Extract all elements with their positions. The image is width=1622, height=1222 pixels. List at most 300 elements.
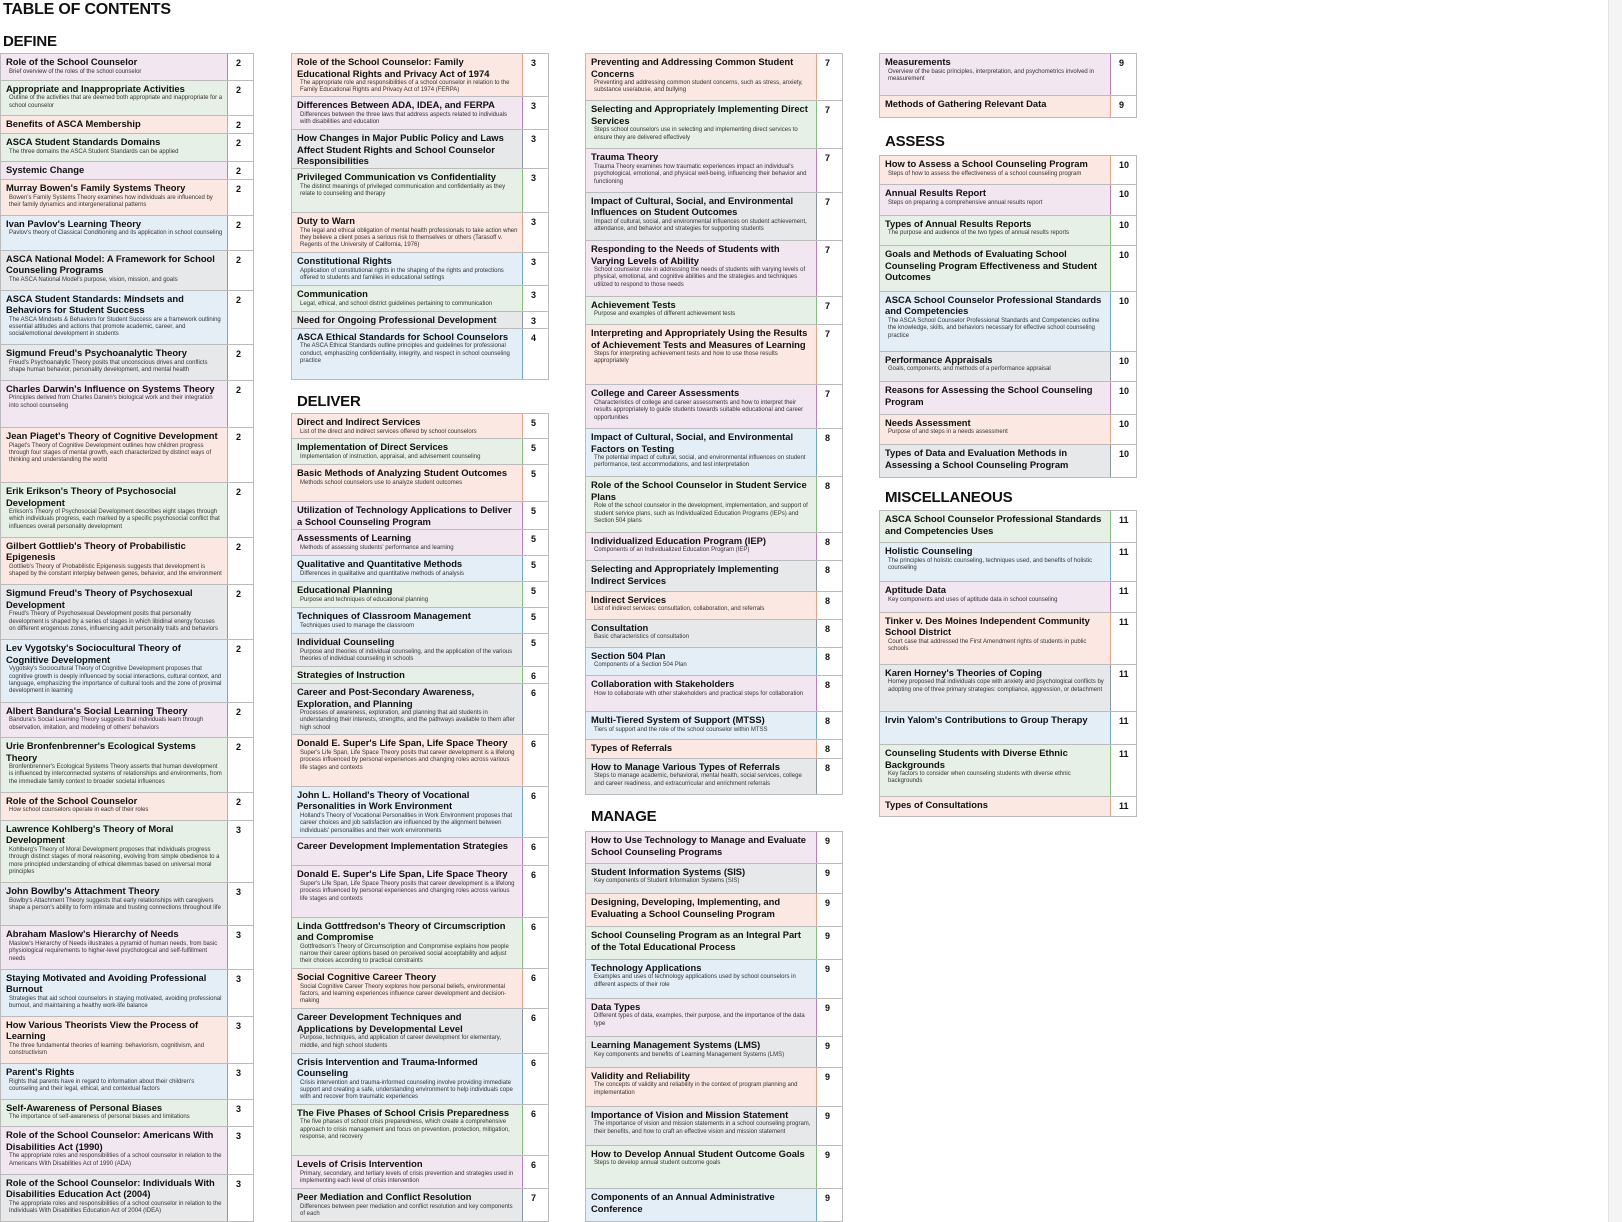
- entry-description: Social Cognitive Career Theory explores how personal beliefs, environmental factors, and learning experiences influence career development and decision-making: [300, 983, 507, 1005]
- entry-description: The ASCA School Counselor Professional Standards and Competencies outline the knowledge, skills, and behaviors necessary for effective school counseling practice: [888, 317, 1100, 339]
- entry-text: [1, 1175, 227, 1221]
- entry-text: [292, 312, 522, 328]
- entry-title: Responding to the Needs of Students with Varying Levels of Ability: [591, 243, 780, 266]
- entry-title: Levels of Crisis Intervention: [297, 1158, 423, 1170]
- entry-title: Albert Bandura's Social Learning Theory: [6, 704, 188, 716]
- toc-entry[interactable]: [585, 1068, 843, 1107]
- entry-description: Steps for interpreting achievement tests and how to use those results appropriately: [594, 351, 778, 365]
- entry-page-number: 10: [1110, 185, 1136, 214]
- entry-description: The purpose and audience of the two types of annual results reports: [888, 230, 1070, 237]
- entry-list: [879, 510, 1137, 817]
- entry-page-number: 9: [816, 999, 842, 1037]
- toc-entry[interactable]: [291, 1189, 549, 1222]
- entry-page-number: 6: [522, 1009, 548, 1052]
- entry-page-number: 2: [227, 180, 253, 214]
- entry-page-number: 7: [816, 101, 842, 148]
- toc-entry[interactable]: [291, 530, 549, 556]
- toc-entry[interactable]: [0, 428, 254, 483]
- entry-text: [880, 745, 1110, 796]
- entry-page-number: 11: [1110, 745, 1136, 796]
- toc-entry[interactable]: [585, 1037, 843, 1068]
- toc-entry[interactable]: [291, 465, 549, 502]
- entry-title: Selecting and Appropriately Implementing Indirect Services: [591, 563, 779, 586]
- entry-page-number: 7: [816, 241, 842, 296]
- entry-title: John Bowlby's Attachment Theory: [6, 885, 160, 897]
- toc-entry[interactable]: [0, 821, 254, 884]
- entry-text: [586, 960, 816, 998]
- entry-page-number: 2: [227, 81, 253, 115]
- toc-entry[interactable]: [585, 894, 843, 927]
- entry-text: [292, 54, 522, 96]
- entry-title: Ivan Pavlov's Learning Theory: [6, 217, 142, 229]
- entry-title: Sigmund Freud's Theory of Psychosexual Development: [6, 587, 193, 610]
- entry-title: Donald E. Super's Life Span, Life Space Theory: [297, 737, 508, 749]
- toc-entry[interactable]: [879, 246, 1137, 292]
- entry-page-number: 4: [522, 329, 548, 379]
- entry-text: [880, 797, 1110, 816]
- toc-entry[interactable]: [585, 325, 843, 385]
- entry-text: [586, 832, 816, 863]
- toc-entry[interactable]: [291, 582, 549, 608]
- entry-description: The importance of self-awareness of personal biases and limitations: [9, 1114, 190, 1121]
- toc-entry[interactable]: [585, 429, 843, 477]
- entry-description: Purpose and techniques of educational planning: [300, 596, 429, 603]
- entry-title: Measurements: [885, 56, 951, 67]
- toc-entry[interactable]: [291, 329, 549, 380]
- toc-entry[interactable]: [585, 241, 843, 297]
- entry-text: [586, 385, 816, 428]
- entry-description: Differences in qualitative and quantitative methods of analysis: [300, 570, 464, 577]
- toc-entry[interactable]: [0, 738, 254, 793]
- entry-description: The appropriate roles and responsibilities of a school counselor in relation to the Individuals With Disabilities Education Act of 2004 (IDEA): [9, 1200, 222, 1215]
- toc-entry[interactable]: [0, 162, 254, 180]
- entry-description: Brief overview of the roles of the school counselor: [9, 68, 142, 75]
- toc-entry[interactable]: [585, 648, 843, 676]
- entry-text: [292, 253, 522, 285]
- toc-entry[interactable]: [0, 1100, 254, 1128]
- toc-entry[interactable]: [879, 216, 1137, 246]
- entry-text: [292, 329, 522, 379]
- entry-text: [1, 428, 227, 482]
- entry-page-number: 7: [816, 297, 842, 324]
- entry-description: Crisis intervention and trauma-informed counseling involve providing immediate support and creating a safe, understanding environment to help individuals cope with and recover from traumatic experiences: [300, 1079, 513, 1101]
- toc-entry[interactable]: [585, 927, 843, 960]
- entry-title: Achievement Tests: [591, 298, 676, 310]
- entry-title: Role of the School Counselor: Family Educational Rights and Privacy Act of 1974: [297, 56, 490, 79]
- entry-description: The three domains the ASCA Student Standards can be applied: [9, 148, 179, 155]
- entry-description: Key components of Student Information Systems (SIS): [594, 878, 740, 885]
- entry-page-number: 3: [227, 1100, 253, 1127]
- entry-description: The concepts of validity and reliability in the context of program planning and implementation: [594, 1082, 798, 1096]
- entry-page-number: 3: [227, 1127, 253, 1173]
- entry-page-number: 8: [816, 477, 842, 532]
- toc-entry[interactable]: [0, 53, 254, 81]
- entry-list: [291, 53, 549, 380]
- entry-page-number: 11: [1110, 511, 1136, 542]
- toc-entry[interactable]: [291, 969, 549, 1009]
- toc-entry[interactable]: [291, 1009, 549, 1053]
- toc-entry[interactable]: [0, 216, 254, 251]
- toc-entry[interactable]: [0, 81, 254, 116]
- entry-page-number: 3: [227, 1175, 253, 1221]
- entry-page-number: 5: [522, 414, 548, 438]
- entry-title: Importance of Vision and Mission Statement: [591, 1108, 789, 1120]
- entry-text: [880, 54, 1110, 95]
- entry-title: ASCA National Model: A Framework for School Counseling Programs: [6, 252, 215, 276]
- entry-text: [880, 582, 1110, 612]
- entry-description: Steps of how to assess the effectiveness of a school counseling program: [888, 170, 1082, 177]
- toc-entry[interactable]: [879, 582, 1137, 613]
- toc-entry[interactable]: [879, 613, 1137, 665]
- entry-page-number: 10: [1110, 156, 1136, 184]
- entry-title: Student Information Systems (SIS): [591, 865, 746, 877]
- entry-description: Bowlby's Attachment Theory suggests that early relationships with caregivers shape a person's ability to form intimate and trusting connections throughout life: [9, 897, 221, 912]
- toc-entry[interactable]: [291, 53, 549, 97]
- entry-page-number: 9: [816, 927, 842, 959]
- entry-text: [1, 81, 227, 115]
- entry-page-number: 2: [227, 738, 253, 792]
- entry-title: Qualitative and Quantitative Methods: [297, 558, 463, 570]
- entry-title: Role of the School Counselor in Student Service Plans: [591, 479, 807, 502]
- entry-page-number: 2: [227, 345, 253, 379]
- toc-entry[interactable]: [585, 1189, 843, 1222]
- entry-text: [586, 54, 816, 100]
- toc-entry[interactable]: [0, 585, 254, 640]
- entry-page-number: 11: [1110, 665, 1136, 711]
- entry-text: [880, 352, 1110, 381]
- entry-description: The potential impact of cultural, social, and environmental influences on student performance, test accommodations, and test interpretation: [594, 455, 806, 469]
- entry-title: Crisis Intervention and Trauma-Informed Counseling: [297, 1055, 478, 1079]
- entry-text: [292, 969, 522, 1008]
- toc-entry[interactable]: [585, 1107, 843, 1146]
- toc-entry[interactable]: [879, 712, 1137, 745]
- entry-description: List of the direct and indirect services offered by school counselors: [300, 428, 477, 435]
- toc-entry[interactable]: [0, 345, 254, 380]
- entry-description: Freud's Psychoanalytic Theory posits that unconscious drives and conflicts shape human behavior, personality development, and mental health: [9, 359, 208, 374]
- entry-description: Basic characteristics of consultation: [594, 634, 690, 641]
- entry-text: [586, 561, 816, 590]
- toc-entry[interactable]: [879, 745, 1137, 797]
- toc-entry[interactable]: [879, 797, 1137, 817]
- toc-entry[interactable]: [0, 538, 254, 585]
- toc-entry[interactable]: [0, 291, 254, 346]
- entry-text: [292, 213, 522, 252]
- toc-entry[interactable]: [879, 96, 1137, 118]
- toc-entry[interactable]: [291, 253, 549, 286]
- entry-page-number: 7: [522, 1189, 548, 1221]
- entry-text: [586, 1068, 816, 1106]
- entry-text: [292, 1189, 522, 1221]
- toc-entry[interactable]: [0, 1064, 254, 1099]
- entry-text: [292, 1054, 522, 1104]
- toc-entry[interactable]: [879, 185, 1137, 215]
- entry-title: Gilbert Gottlieb's Theory of Probabilistic Epigenesis: [6, 539, 186, 563]
- toc-entry[interactable]: [585, 385, 843, 429]
- toc-entry[interactable]: [585, 999, 843, 1038]
- toc-entry[interactable]: [0, 251, 254, 291]
- entry-title: Indirect Services: [591, 593, 667, 605]
- entry-text: [292, 130, 522, 168]
- entry-description: The ASCA Mindsets & Behaviors for Student Success are a framework outlining essential attitudes and actions that promote academic, career, and social/emotional development in students: [9, 316, 221, 338]
- toc-entry[interactable]: [291, 312, 549, 329]
- entry-description: The three fundamental theories of learning: behaviorism, cognitivism, and constructivism: [9, 1042, 205, 1057]
- entry-text: [880, 292, 1110, 351]
- entry-text: [586, 477, 816, 532]
- entry-page-number: 2: [227, 251, 253, 290]
- toc-entry[interactable]: [291, 608, 549, 634]
- entry-description: Trauma Theory examines how traumatic experiences impact an individual's psychological, emotional, and physical well-being, influencing their behavior and functioning: [594, 163, 807, 185]
- toc-entry[interactable]: [0, 134, 254, 162]
- toc-entry[interactable]: [291, 213, 549, 253]
- toc-entry[interactable]: [0, 640, 254, 703]
- entry-page-number: 9: [816, 1146, 842, 1189]
- entry-description: Application of constitutional rights in the shaping of the rights and protections offered to students and families in educational settings: [300, 267, 504, 281]
- toc-entry[interactable]: [879, 352, 1137, 382]
- toc-entry[interactable]: [291, 169, 549, 213]
- toc-entry[interactable]: [291, 634, 549, 667]
- toc-entry[interactable]: [585, 740, 843, 758]
- entry-title: Multi-Tiered System of Support (MTSS): [591, 714, 765, 726]
- toc-entry[interactable]: [879, 292, 1137, 352]
- entry-text: [292, 1156, 522, 1188]
- entry-title: How to Manage Various Types of Referrals: [591, 760, 780, 772]
- entry-page-number: 3: [522, 312, 548, 328]
- toc-entry[interactable]: [291, 667, 549, 684]
- toc-entry[interactable]: [291, 838, 549, 866]
- toc-entry[interactable]: [879, 510, 1137, 543]
- entry-text: [292, 556, 522, 581]
- entry-description: Key components and uses of aptitude data in school counseling: [888, 596, 1058, 603]
- entry-page-number: 8: [816, 759, 842, 794]
- entry-page-number: 3: [227, 1017, 253, 1063]
- entry-text: [880, 415, 1110, 444]
- entry-text: [880, 445, 1110, 477]
- toc-entry[interactable]: [585, 1146, 843, 1190]
- entry-title: Peer Mediation and Conflict Resolution: [297, 1191, 472, 1203]
- entry-page-number: 2: [227, 216, 253, 250]
- toc-entry[interactable]: [291, 1105, 549, 1156]
- entry-text: [586, 1037, 816, 1067]
- toc-entry[interactable]: [0, 1127, 254, 1174]
- entry-text: [1, 1127, 227, 1173]
- entry-title: ASCA Student Standards Domains: [6, 136, 161, 148]
- entry-title: Technology Applications: [591, 961, 702, 973]
- entry-text: [586, 712, 816, 739]
- entry-description: How to collaborate with other stakeholders and practical steps for collaboration: [594, 690, 804, 697]
- toc-entry[interactable]: [291, 866, 549, 917]
- entry-title: Career Development Implementation Strategies: [297, 840, 509, 852]
- entry-title: Role of the School Counselor: [6, 56, 138, 67]
- toc-entry[interactable]: [0, 703, 254, 738]
- toc-entry[interactable]: [879, 415, 1137, 445]
- toc-entry[interactable]: [0, 1175, 254, 1222]
- toc-entry[interactable]: [291, 502, 549, 530]
- entry-text: [880, 712, 1110, 744]
- toc-entry[interactable]: [585, 864, 843, 895]
- entry-text: [1, 538, 227, 584]
- entry-description: Impact of cultural, social, and environmental influences on student achievement, attendance, and behavior and strategies for supporting students: [594, 218, 807, 233]
- entry-description: Purpose, techniques, and application of career development for elementary, middle, and high school students: [300, 1035, 502, 1049]
- entry-description: Kohlberg's Theory of Moral Development proposes that individuals progress through distinct stages of moral reasoning, evolving from simple obedience to a more principled understanding of ethical dilemmas based on universal moral principles: [9, 846, 220, 875]
- entry-description: Legal, ethical, and school district guidelines pertaining to communication: [300, 300, 493, 307]
- entry-title: Direct and Indirect Services: [297, 416, 421, 427]
- toc-entry[interactable]: [879, 382, 1137, 415]
- entry-page-number: 8: [816, 592, 842, 619]
- toc-entry[interactable]: [585, 960, 843, 999]
- entry-title: ASCA Ethical Standards for School Counselors: [297, 330, 509, 342]
- entry-page-number: 6: [522, 1156, 548, 1188]
- entry-text: [1, 821, 227, 883]
- toc-entry[interactable]: [585, 297, 843, 325]
- toc-entry[interactable]: [585, 712, 843, 740]
- entry-text: [1, 134, 227, 161]
- toc-entry[interactable]: [0, 793, 254, 821]
- entry-page-number: 2: [227, 116, 253, 133]
- toc-entry[interactable]: [585, 759, 843, 795]
- toc-entry[interactable]: [585, 831, 843, 864]
- toc-entry[interactable]: [585, 676, 843, 712]
- entry-text: [586, 620, 816, 647]
- entry-title: Selecting and Appropriately Implementing Direct Services: [591, 103, 808, 126]
- entry-text: [586, 297, 816, 324]
- entry-text: [1, 116, 227, 133]
- entry-description: Vygotsky's Sociocultural Theory of Cognitive Development proposes that cognitive growth is deeply influenced by social interactions, cultural context, and language, emphasizing the importance of cultural tools and the zone of proximal development in learning: [9, 666, 222, 695]
- entry-page-number: 3: [227, 926, 253, 968]
- entry-description: Bandura's Social Learning Theory suggests that individuals learn through observation, imitation, and modeling of others' behaviors: [9, 717, 204, 731]
- entry-page-number: 5: [522, 465, 548, 501]
- entry-title: Appropriate and Inappropriate Activities: [6, 82, 185, 94]
- entry-text: [586, 864, 816, 894]
- entry-description: List of indirect services: consultation, collaboration, and referrals: [594, 606, 765, 613]
- toc-entry[interactable]: [0, 1017, 254, 1064]
- entry-list: [879, 155, 1137, 478]
- entry-description: Bowen's Family Systems Theory examines how individuals are influenced by their family dynamics and intergenerational patterns: [9, 194, 213, 209]
- toc-entry[interactable]: [291, 1054, 549, 1105]
- toc-entry[interactable]: [585, 53, 843, 101]
- toc-entry[interactable]: [291, 556, 549, 582]
- toc-entry[interactable]: [879, 665, 1137, 712]
- entry-title: School Counseling Program as an Integral Part of the Total Educational Process: [591, 929, 801, 952]
- entry-page-number: 5: [522, 634, 548, 666]
- section-heading: ASSESS: [885, 133, 945, 150]
- entry-description: Horney proposed that individuals cope with anxiety and psychological conflicts by adopting one of three primary strategies: compliance, aggression, or detachment: [888, 679, 1104, 693]
- entry-page-number: 10: [1110, 415, 1136, 444]
- entry-text: [880, 185, 1110, 214]
- entry-text: [292, 735, 522, 785]
- toc-entry[interactable]: [0, 883, 254, 926]
- toc-entry[interactable]: [585, 149, 843, 193]
- toc-entry[interactable]: [0, 180, 254, 215]
- toc-entry[interactable]: [291, 684, 549, 735]
- entry-title: Benefits of ASCA Membership: [6, 118, 141, 130]
- entry-title: Individual Counseling: [297, 636, 395, 648]
- entry-page-number: 10: [1110, 216, 1136, 245]
- toc-entry[interactable]: [0, 381, 254, 428]
- toc-entry[interactable]: [585, 592, 843, 620]
- toc-entry[interactable]: [879, 445, 1137, 478]
- entry-page-number: 6: [522, 1105, 548, 1155]
- entry-page-number: 3: [522, 97, 548, 129]
- toc-entry[interactable]: [291, 413, 549, 439]
- section-heading: DEFINE: [3, 33, 57, 50]
- toc-entry[interactable]: [291, 286, 549, 312]
- toc-entry[interactable]: [585, 533, 843, 561]
- entry-list: [879, 53, 1137, 118]
- entry-page-number: 7: [816, 385, 842, 428]
- entry-text: [292, 414, 522, 438]
- entry-title: How Various Theorists View the Process of Learning: [6, 1018, 199, 1042]
- entry-title: Learning Management Systems (LMS): [591, 1039, 761, 1051]
- entry-page-number: 8: [816, 740, 842, 757]
- entry-description: Differences between the three laws that address aspects related to individuals with disabilities and education: [300, 111, 508, 125]
- entry-title: Parent's Rights: [6, 1066, 75, 1078]
- entry-text: [292, 1009, 522, 1052]
- entry-page-number: 5: [522, 582, 548, 607]
- entry-description: The importance of vision and mission statements in a school counseling program, their benefits, and how to craft an effective vision and mission statement: [594, 1121, 811, 1135]
- entry-text: [292, 634, 522, 666]
- vertical-scrollbar[interactable]: [1608, 0, 1622, 1222]
- toc-entry[interactable]: [585, 477, 843, 533]
- entry-description: Implementation of instruction, appraisal, and advisement counseling: [300, 453, 481, 460]
- entry-description: Methods of assessing students' performance and learning: [300, 544, 454, 551]
- entry-description: Principles derived from Charles Darwin's biological work and their integration into school counseling: [9, 395, 213, 409]
- toc-entry[interactable]: [291, 130, 549, 169]
- page-title: TABLE OF CONTENTS: [3, 1, 171, 18]
- entry-description: Purpose and theories of individual counseling, and the application of the various theories of individual counseling in schools: [300, 648, 513, 662]
- toc-entry[interactable]: [879, 155, 1137, 185]
- entry-text: [880, 382, 1110, 414]
- entry-page-number: 9: [816, 1189, 842, 1221]
- entry-title: How Changes in Major Public Policy and Laws Affect Student Rights and School Counselor Responsibilities: [297, 132, 504, 166]
- entry-title: Lawrence Kohlberg's Theory of Moral Development: [6, 822, 174, 846]
- toc-entry[interactable]: [291, 918, 549, 969]
- entry-text: [292, 502, 522, 529]
- entry-title: Preventing and Addressing Common Student Concerns: [591, 56, 794, 79]
- toc-entry[interactable]: [0, 926, 254, 969]
- entry-description: Court case that addressed the First Amendment rights of students in public schools: [888, 638, 1087, 652]
- toc-entry[interactable]: [879, 53, 1137, 96]
- entry-text: [1, 1017, 227, 1063]
- toc-entry[interactable]: [291, 787, 549, 838]
- toc-entry[interactable]: [0, 483, 254, 538]
- entry-text: [1, 1064, 227, 1098]
- entry-page-number: 2: [227, 381, 253, 427]
- toc-entry[interactable]: [0, 116, 254, 134]
- entry-title: Lev Vygotsky's Sociocultural Theory of Cognitive Development: [6, 642, 181, 665]
- entry-page-number: 3: [522, 213, 548, 252]
- toc-entry[interactable]: [585, 193, 843, 241]
- entry-text: [1, 585, 227, 639]
- toc-entry[interactable]: [291, 97, 549, 130]
- entry-description: Components of a Section 504 Plan: [594, 662, 687, 669]
- entry-page-number: 2: [227, 134, 253, 161]
- toc-entry[interactable]: [585, 561, 843, 591]
- toc-entry[interactable]: [879, 543, 1137, 582]
- entry-title: ASCA School Counselor Professional Standards and Competencies: [885, 293, 1102, 317]
- entry-text: [880, 543, 1110, 581]
- entry-page-number: 3: [522, 54, 548, 96]
- toc-entry[interactable]: [585, 101, 843, 149]
- entry-description: Super's Life Span, Life Space Theory posits that career development is a lifelong process influenced by personal experiences and changing roles across various life stages and contexts: [300, 749, 515, 771]
- toc-entry[interactable]: [291, 735, 549, 786]
- toc-entry[interactable]: [585, 620, 843, 648]
- toc-entry[interactable]: [0, 970, 254, 1017]
- toc-entry[interactable]: [291, 1156, 549, 1189]
- entry-description: School counselor role in addressing the needs of students with varying levels of physical, emotional, and cognitive abilities and the strategies and techniques utilized to respond to those needs: [594, 267, 806, 288]
- toc-entry[interactable]: [291, 439, 549, 465]
- entry-page-number: 8: [816, 533, 842, 560]
- entry-title: ASCA School Counselor Professional Standards and Competencies Uses: [885, 513, 1102, 536]
